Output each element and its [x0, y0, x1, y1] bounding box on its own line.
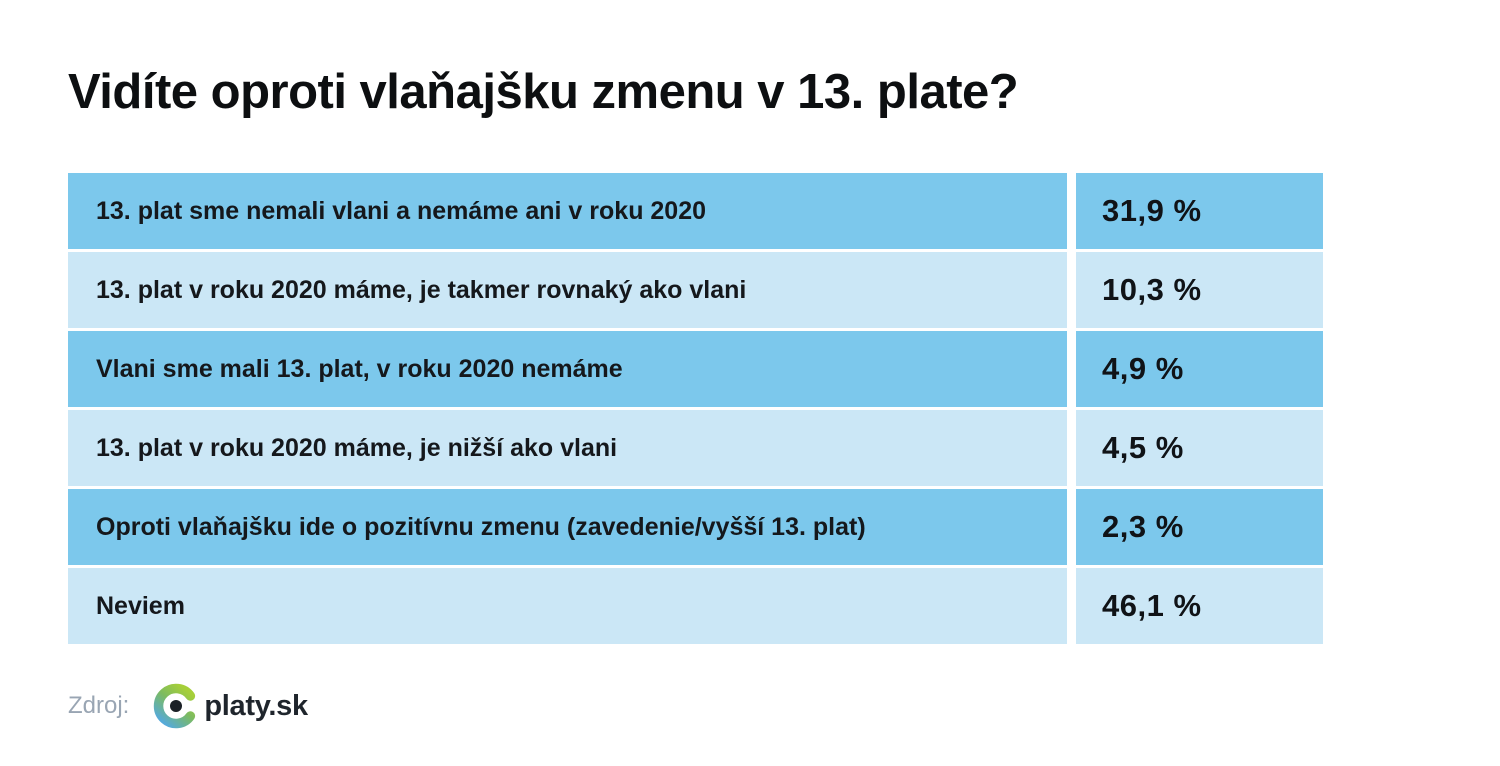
answer-percentage: 46,1 %: [1076, 568, 1323, 644]
answer-percentage: 10,3 %: [1076, 252, 1323, 328]
answer-label: Vlani sme mali 13. plat, v roku 2020 nemáme: [68, 331, 1067, 407]
table-row: [68, 173, 1323, 249]
platy-sk-logo-icon: [151, 681, 201, 731]
results-table: [68, 173, 1323, 644]
table-row: [68, 410, 1323, 486]
table-row: [68, 568, 1323, 644]
answer-label: 13. plat sme nemali vlani a nemáme ani v roku 2020: [68, 173, 1067, 249]
answer-percentage: 4,5 %: [1076, 410, 1323, 486]
logo-dot: [170, 700, 182, 712]
page-title: Vidíte oproti vlaňajšku zmenu v 13. plate?: [68, 65, 1019, 119]
answer-percentage: 4,9 %: [1076, 331, 1323, 407]
source-footer: [68, 681, 308, 731]
answer-label: Neviem: [68, 568, 1067, 644]
platy-sk-logo: [151, 681, 307, 731]
answer-label: 13. plat v roku 2020 máme, je nižší ako vlani: [68, 410, 1067, 486]
table-row: [68, 252, 1323, 328]
platy-sk-brand-text: platy.sk: [204, 689, 308, 722]
table-row: [68, 489, 1323, 565]
answer-label: Oproti vlaňajšku ide o pozitívnu zmenu (zavedenie/vyšší 13. plat): [68, 489, 1067, 565]
answer-percentage: 31,9 %: [1076, 173, 1323, 249]
answer-label: 13. plat v roku 2020 máme, je takmer rovnaký ako vlani: [68, 252, 1067, 328]
table-row: [68, 331, 1323, 407]
answer-percentage: 2,3 %: [1076, 489, 1323, 565]
source-label: Zdroj:: [68, 692, 130, 719]
